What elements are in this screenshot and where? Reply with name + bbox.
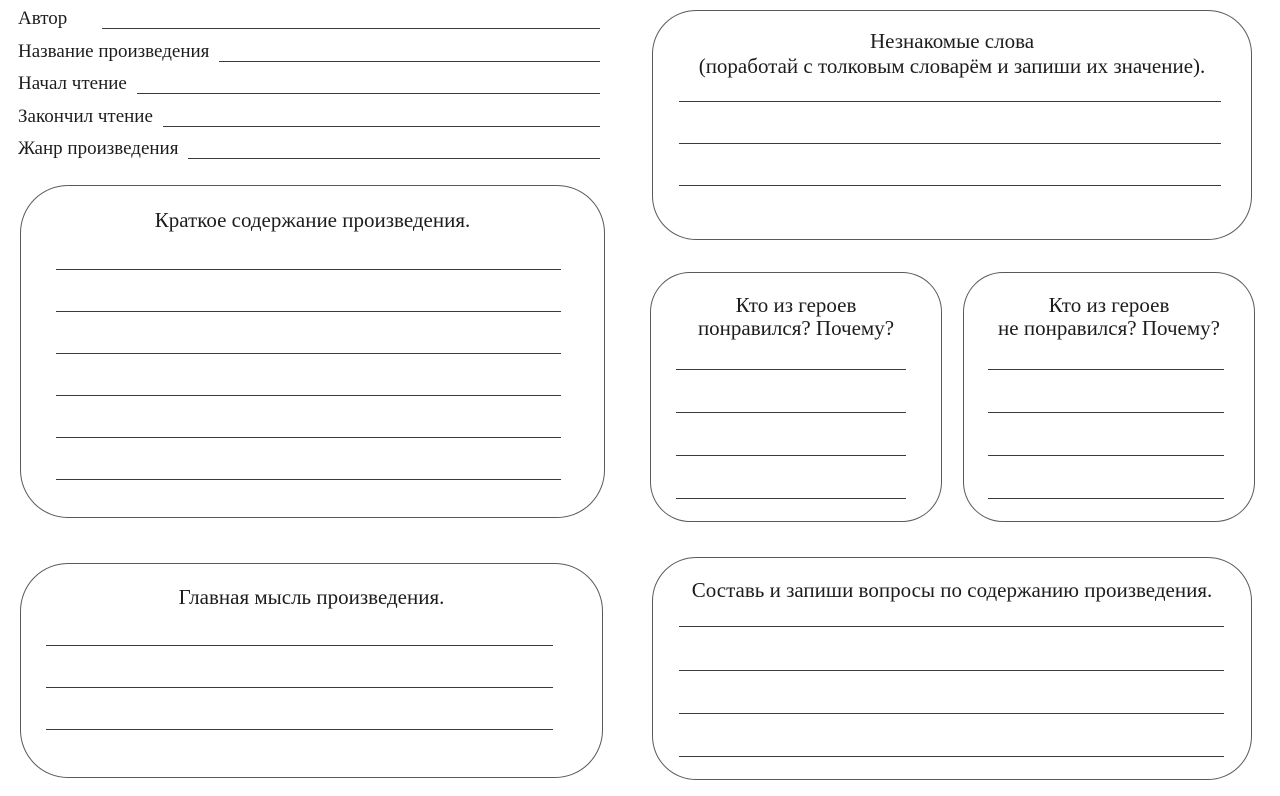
write-line — [46, 646, 553, 688]
hero-disliked-box — [963, 272, 1255, 522]
write-line — [56, 312, 561, 354]
write-line — [679, 714, 1224, 757]
unknown-words-box — [652, 10, 1252, 240]
unknown-words-title-line2: (поработай с толковым словарём и запиши их значение). — [698, 54, 1206, 78]
write-line — [46, 604, 553, 646]
field-author — [18, 0, 600, 29]
hero-disliked-title-line1: Кто из героев — [1048, 293, 1170, 317]
summary-box-title: Краткое содержание произведения. — [154, 208, 471, 232]
field-start-reading — [18, 62, 600, 94]
write-line — [676, 370, 906, 413]
write-line — [676, 456, 906, 499]
summary-writing-lines — [56, 228, 561, 480]
write-line — [676, 327, 906, 370]
write-line — [679, 584, 1224, 627]
field-title-blank-line — [219, 61, 600, 62]
hero-liked-title-line1: Кто из героев — [735, 293, 857, 317]
write-line — [56, 438, 561, 480]
write-line — [988, 413, 1224, 456]
field-start-reading-label: Начал чтение — [18, 73, 127, 95]
write-line — [679, 102, 1221, 144]
write-line — [679, 671, 1224, 714]
hero-liked-box — [650, 272, 942, 522]
hero-disliked-writing-lines — [988, 327, 1224, 499]
write-line — [679, 144, 1221, 186]
write-line — [56, 270, 561, 312]
field-author-blank-line — [102, 28, 600, 29]
write-line — [988, 327, 1224, 370]
hero-liked-title-line2: понравился? Почему? — [697, 316, 895, 340]
questions-box-title: Составь и запиши вопросы по содержанию произведения. — [691, 578, 1213, 602]
write-line — [676, 413, 906, 456]
write-line — [56, 354, 561, 396]
field-finish-reading — [18, 94, 600, 126]
main-idea-writing-lines — [46, 604, 553, 730]
questions-writing-lines — [679, 584, 1224, 757]
main-idea-box-title: Главная мысль произведения. — [178, 585, 445, 609]
hero-liked-writing-lines — [676, 327, 906, 499]
field-title-label: Название произведения — [18, 40, 210, 62]
field-author-label: Автор — [18, 8, 68, 30]
field-finish-reading-label: Закончил чтение — [18, 105, 153, 127]
summary-box — [20, 185, 605, 518]
unknown-words-title-line1: Незнакомые слова — [869, 29, 1035, 53]
write-line — [679, 60, 1221, 102]
field-title — [18, 29, 600, 61]
write-line — [56, 228, 561, 270]
field-genre — [18, 127, 600, 159]
write-line — [46, 688, 553, 730]
field-start-reading-blank-line — [137, 93, 600, 94]
header-fields — [18, 0, 600, 159]
main-idea-box — [20, 563, 603, 778]
write-line — [679, 627, 1224, 670]
write-line — [56, 396, 561, 438]
field-genre-label: Жанр произведения — [18, 137, 179, 159]
hero-disliked-title-line2: не понравился? Почему? — [998, 316, 1220, 340]
field-finish-reading-blank-line — [163, 126, 600, 127]
unknown-words-writing-lines — [679, 60, 1221, 186]
write-line — [988, 370, 1224, 413]
write-line — [988, 456, 1224, 499]
questions-box — [652, 557, 1252, 780]
field-genre-blank-line — [188, 158, 600, 159]
